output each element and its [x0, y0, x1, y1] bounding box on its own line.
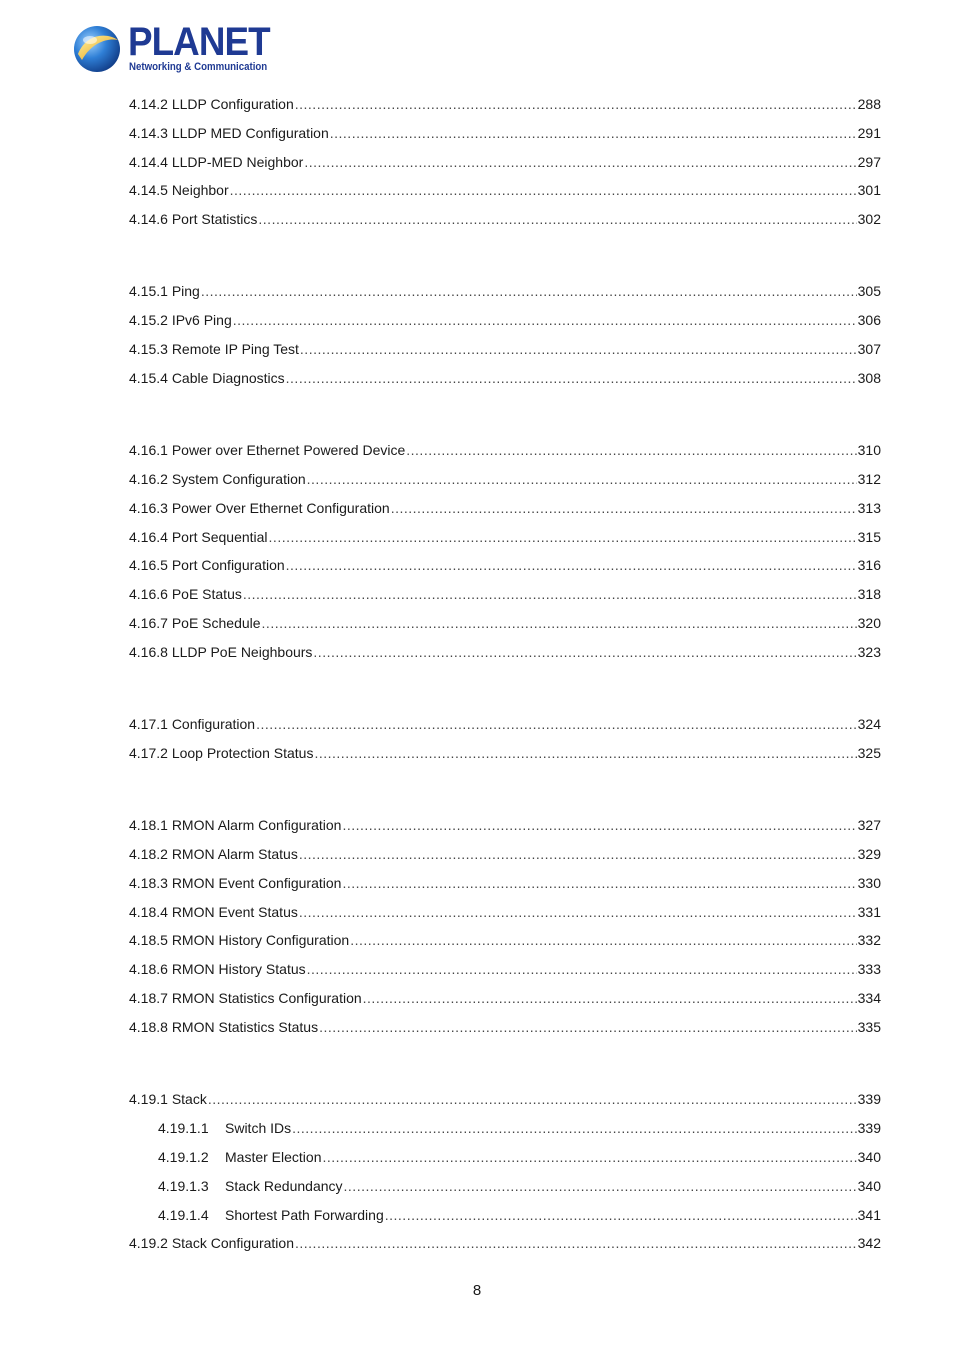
toc-entry-label: Master Election — [225, 1149, 322, 1165]
toc-entry[interactable] — [129, 1089, 881, 1109]
toc-entry[interactable] — [129, 642, 881, 662]
toc-entry-label: 4.18.4 RMON Event Status — [129, 904, 298, 920]
toc-entry[interactable] — [129, 180, 881, 200]
toc-entry-page: 342 — [857, 1235, 881, 1251]
toc-leader-dots — [350, 930, 856, 950]
toc-leader-dots — [330, 123, 857, 143]
toc-entry-page: 310 — [857, 442, 881, 458]
toc-entry-label: 4.18.1 RMON Alarm Configuration — [129, 817, 342, 833]
toc-entry[interactable] — [129, 469, 881, 489]
toc-leader-dots — [201, 281, 857, 301]
toc-leader-dots — [269, 527, 857, 547]
toc-entry-label: 4.16.4 Port Sequential — [129, 529, 268, 545]
toc-entry-number: 4.19.1.3 — [158, 1178, 209, 1194]
toc-entry-page: 330 — [857, 875, 881, 891]
toc-entry-page: 329 — [857, 846, 881, 862]
toc-entry-page: 307 — [857, 341, 881, 357]
toc-entry-page: 308 — [857, 370, 881, 386]
toc-leader-dots — [243, 584, 857, 604]
toc-entry-label: 4.15.2 IPv6 Ping — [129, 312, 232, 328]
toc-entry-label: 4.18.5 RMON History Configuration — [129, 932, 350, 948]
toc-entry-page: 340 — [857, 1178, 881, 1194]
toc-entry-page: 327 — [857, 817, 881, 833]
toc-entry-number: 4.19.1.2 — [158, 1149, 209, 1165]
toc-entry-label: 4.15.3 Remote IP Ping Test — [129, 341, 299, 357]
toc-leader-dots — [363, 988, 857, 1008]
toc-entry-label: Switch IDs — [225, 1120, 292, 1136]
toc-entry[interactable] — [129, 281, 881, 301]
toc-entry-page: 288 — [857, 96, 881, 112]
toc-entry[interactable] — [158, 1176, 881, 1196]
toc-leader-dots — [307, 959, 857, 979]
toc-entry-page: 316 — [857, 557, 881, 573]
toc-entry[interactable] — [129, 123, 881, 143]
toc-entry-label: 4.19.2 Stack Configuration — [129, 1235, 294, 1251]
toc-leader-dots — [299, 902, 857, 922]
toc-leader-dots — [286, 555, 857, 575]
toc-entry-page: 334 — [857, 990, 881, 1006]
toc-entry-label: 4.14.4 LLDP-MED Neighbor — [129, 154, 304, 170]
toc-entry-label: 4.16.7 PoE Schedule — [129, 615, 261, 631]
toc-leader-dots — [258, 209, 856, 229]
toc-leader-dots — [208, 1089, 857, 1109]
toc-entry[interactable] — [129, 873, 881, 893]
toc-leader-dots — [300, 339, 857, 359]
toc-entry-label: 4.16.5 Port Configuration — [129, 557, 285, 573]
toc-leader-dots — [230, 180, 857, 200]
toc-entry-label: 4.14.3 LLDP MED Configuration — [129, 125, 329, 141]
toc-entry[interactable] — [129, 152, 881, 172]
toc-leader-dots — [295, 1233, 857, 1253]
toc-entry[interactable] — [129, 1233, 881, 1253]
toc-entry-label: 4.16.3 Power Over Ethernet Configuration — [129, 500, 390, 516]
toc-entry-page: 331 — [857, 904, 881, 920]
toc-entry[interactable] — [158, 1205, 881, 1225]
toc-entry[interactable] — [129, 498, 881, 518]
toc-entry-label: 4.16.2 System Configuration — [129, 471, 306, 487]
toc-entry-page: 297 — [857, 154, 881, 170]
toc-entry[interactable] — [129, 440, 881, 460]
toc-entry-page: 323 — [857, 644, 881, 660]
toc-leader-dots — [299, 844, 857, 864]
toc-entry[interactable] — [129, 339, 881, 359]
toc-entry-label: 4.18.2 RMON Alarm Status — [129, 846, 298, 862]
toc-entry-page: 340 — [857, 1149, 881, 1165]
page-number: 8 — [472, 1282, 482, 1299]
toc-entry-label: 4.18.3 RMON Event Configuration — [129, 875, 342, 891]
toc-entry-number: 4.19.1.4 — [158, 1207, 209, 1223]
toc-entry-label: 4.15.4 Cable Diagnostics — [129, 370, 285, 386]
logo-tagline: Networking & Communication — [129, 61, 268, 73]
toc-leader-dots — [322, 1147, 856, 1167]
toc-entry-page: 306 — [857, 312, 881, 328]
toc-entry-page: 305 — [857, 283, 881, 299]
toc-entry-page: 339 — [857, 1120, 881, 1136]
toc-leader-dots — [256, 714, 857, 734]
toc-entry[interactable] — [129, 714, 881, 734]
toc-entry[interactable] — [129, 959, 881, 979]
toc-leader-dots — [233, 310, 857, 330]
toc-entry-label: 4.16.8 LLDP PoE Neighbours — [129, 644, 313, 660]
toc-leader-dots — [292, 1118, 857, 1138]
toc-entry-page: 315 — [857, 529, 881, 545]
toc-leader-dots — [342, 815, 856, 835]
toc-entry-label: Stack Redundancy — [225, 1178, 343, 1194]
toc-entry-label: 4.18.7 RMON Statistics Configuration — [129, 990, 362, 1006]
toc-entry[interactable] — [129, 902, 881, 922]
toc-entry-page: 332 — [857, 932, 881, 948]
toc-entry-page: 312 — [857, 471, 881, 487]
toc-entry-page: 324 — [857, 716, 881, 732]
toc-entry[interactable] — [129, 310, 881, 330]
toc-entry-page: 302 — [857, 211, 881, 227]
planet-logo — [72, 22, 272, 78]
toc-leader-dots — [391, 498, 857, 518]
toc-entry[interactable] — [129, 94, 881, 114]
toc-leader-dots — [295, 94, 857, 114]
toc-entry-page: 318 — [857, 586, 881, 602]
toc-entry[interactable] — [129, 613, 881, 633]
toc-entry-page: 301 — [857, 182, 881, 198]
toc-entry[interactable] — [129, 930, 881, 950]
toc-entry[interactable] — [129, 527, 881, 547]
toc-entry-page: 291 — [857, 125, 881, 141]
toc-entry-label: 4.19.1 Stack — [129, 1091, 207, 1107]
toc-leader-dots — [262, 613, 857, 633]
toc-leader-dots — [344, 1176, 857, 1196]
toc-entry[interactable] — [129, 209, 881, 229]
toc-entry[interactable] — [129, 988, 881, 1008]
toc-entry-label: 4.14.5 Neighbor — [129, 182, 229, 198]
toc-entry-label: 4.18.8 RMON Statistics Status — [129, 1019, 319, 1035]
toc-entry-number: 4.19.1.1 — [158, 1120, 209, 1136]
toc-entry[interactable] — [129, 844, 881, 864]
toc-leader-dots — [304, 152, 856, 172]
toc-entry[interactable] — [129, 555, 881, 575]
toc-entry[interactable] — [129, 368, 881, 388]
toc-entry-page: 335 — [857, 1019, 881, 1035]
toc-entry[interactable] — [129, 584, 881, 604]
toc-entry-page: 341 — [857, 1207, 881, 1223]
toc-entry-label: 4.16.6 PoE Status — [129, 586, 242, 602]
toc-leader-dots — [406, 440, 856, 460]
toc-entry-label: 4.17.2 Loop Protection Status — [129, 745, 314, 761]
toc-entry[interactable] — [129, 743, 881, 763]
toc-entry[interactable] — [129, 1017, 881, 1037]
toc-entry[interactable] — [158, 1147, 881, 1167]
toc-entry-label: 4.14.6 Port Statistics — [129, 211, 258, 227]
toc-entry-page: 339 — [857, 1091, 881, 1107]
toc-leader-dots — [385, 1205, 857, 1225]
toc-entry-page: 313 — [857, 500, 881, 516]
toc-leader-dots — [342, 873, 856, 893]
toc-entry-label: 4.15.1 Ping — [129, 283, 200, 299]
toc-entry[interactable] — [158, 1118, 881, 1138]
toc-entry-label: 4.18.6 RMON History Status — [129, 961, 306, 977]
toc-entry-label: Shortest Path Forwarding — [225, 1207, 384, 1223]
toc-leader-dots — [307, 469, 857, 489]
toc-entry-page: 333 — [857, 961, 881, 977]
toc-entry-label: 4.17.1 Configuration — [129, 716, 256, 732]
logo-brand: PLANET — [128, 20, 270, 64]
globe-logo-icon — [72, 24, 122, 74]
toc-entry-page: 325 — [857, 745, 881, 761]
toc-entry-label: 4.14.2 LLDP Configuration — [129, 96, 294, 112]
toc-entry-label: 4.16.1 Power over Ethernet Powered Device — [129, 442, 406, 458]
toc-leader-dots — [286, 368, 857, 388]
toc-entry-page: 320 — [857, 615, 881, 631]
toc-leader-dots — [314, 743, 856, 763]
toc-leader-dots — [313, 642, 856, 662]
toc-leader-dots — [319, 1017, 857, 1037]
toc-entry[interactable] — [129, 815, 881, 835]
